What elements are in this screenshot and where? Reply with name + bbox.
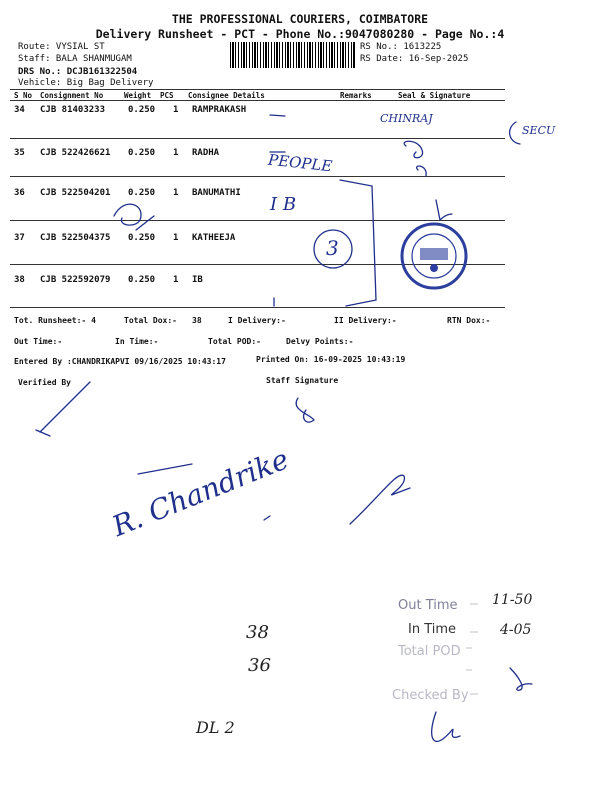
table-row-consignee: BANUMATHI xyxy=(192,188,241,198)
staff-signature-scribble xyxy=(296,398,314,422)
ink-stroke xyxy=(138,464,192,474)
staff: Staff: BALA SHANMUGAM xyxy=(18,54,132,64)
stamp-out-time: Out Time xyxy=(398,598,458,613)
signature-scribble xyxy=(432,712,460,741)
table-row-cn: CJB 522504201 xyxy=(40,188,111,198)
initial-scribble xyxy=(136,216,154,230)
table-row-weight: 0.250 xyxy=(128,105,156,115)
col-sno: S No xyxy=(14,91,33,100)
ink-dot xyxy=(264,516,270,520)
tot-runsheet: Tot. Runsheet:- 4 xyxy=(14,316,96,325)
drs-number: DRS No.: DCJB161322504 xyxy=(18,67,138,77)
rs-date: RS Date: 16-Sep-2025 xyxy=(360,54,469,64)
table-row-consignee: RADHA xyxy=(192,148,220,158)
signature-scribble xyxy=(436,200,452,220)
ii-delivery: II Delivery:- xyxy=(334,316,397,325)
col-seal-signature: Seal & Signature xyxy=(398,91,471,100)
handwritten-secu: SECU xyxy=(522,124,556,137)
signature-scribble xyxy=(417,166,427,176)
handwritten-out-time: 11-50 xyxy=(492,592,533,608)
table-row-sno: 36 xyxy=(14,188,25,198)
out-time: Out Time:- xyxy=(14,337,63,346)
verified-by: Verified By xyxy=(18,378,71,387)
col-weight: Weight xyxy=(124,91,152,100)
total-dox-value: 38 xyxy=(192,316,202,325)
total-dox: Total Dox:- xyxy=(124,316,177,325)
table-row-weight: 0.250 xyxy=(128,188,156,198)
col-remarks: Remarks xyxy=(340,91,372,100)
company-title: THE PROFESSIONAL COURIERS, COIMBATORE xyxy=(171,12,429,26)
col-pcs: PCS xyxy=(160,91,174,100)
staff-signature-label: Staff Signature xyxy=(266,376,339,385)
delvy-points: Delvy Points:- xyxy=(286,337,354,346)
circle-mark xyxy=(314,230,352,268)
handwritten-dl: DL 2 xyxy=(196,718,235,737)
printed-on: Printed On: 16-09-2025 10:43:19 xyxy=(256,355,406,364)
handwritten-signature-name: R. Chandrike xyxy=(107,442,294,543)
i-delivery: I Delivery:- xyxy=(228,316,286,325)
bracket-mark xyxy=(340,180,376,306)
handwritten-ib: I B xyxy=(270,194,297,215)
table-row-sno: 35 xyxy=(14,148,25,158)
entered-by: Entered By :CHANDRIKAPVI 09/16/2025 10:43:17 xyxy=(14,357,226,366)
verify-tick xyxy=(40,382,90,432)
table-row-cn: CJB 81403233 xyxy=(40,105,106,115)
in-time: In Time:- xyxy=(115,337,159,346)
rtn-dox: RTN Dox:- xyxy=(447,316,491,325)
runsheet-subtitle: Delivery Runsheet - PCT - Phone No.:9047080280 - Page No.:4 xyxy=(95,27,505,41)
faded-stamp-lines xyxy=(466,604,478,694)
handwritten-circled-3: 3 xyxy=(326,236,339,260)
stamp-checked-by: Checked By xyxy=(392,688,469,703)
table-row-pcs: 1 xyxy=(173,105,179,115)
initial-scribble xyxy=(114,204,141,225)
handwritten-chinraj: CHINRAJ xyxy=(380,112,433,125)
col-consignment: Consignment No xyxy=(40,91,104,100)
signature-scribble xyxy=(510,668,532,690)
route: Route: VYSIAL ST xyxy=(18,42,105,52)
handwritten-38: 38 xyxy=(246,622,269,643)
table-row-pcs: 1 xyxy=(173,275,179,285)
stamp-in-time: In Time xyxy=(408,622,457,637)
col-consignee: Consignee Details xyxy=(188,91,265,100)
verify-tick xyxy=(36,430,50,436)
table-row-sno: 34 xyxy=(14,105,25,115)
table-row-consignee: IB xyxy=(192,275,203,285)
table-row-sno: 38 xyxy=(14,275,25,285)
table-row-cn: CJB 522426621 xyxy=(40,148,111,158)
table-row-weight: 0.250 xyxy=(128,148,156,158)
table-row-pcs: 1 xyxy=(173,148,179,158)
handwritten-36: 36 xyxy=(248,655,271,676)
rs-number: RS No.: 1613225 xyxy=(360,42,442,52)
handwritten-in-time: 4-05 xyxy=(500,622,532,638)
vehicle: Vehicle: Big Bag Delivery xyxy=(18,78,154,88)
table-row-cn: CJB 522592079 xyxy=(40,275,111,285)
signature-scribble xyxy=(350,475,410,524)
handwritten-people: PEOPLE xyxy=(267,150,334,176)
total-pod: Total POD:- xyxy=(208,337,261,346)
seal-icon xyxy=(402,224,466,288)
dash-mark xyxy=(270,115,285,116)
table-row-consignee: RAMPRAKASH xyxy=(192,105,247,115)
table-row-weight: 0.250 xyxy=(128,233,156,243)
table-row-consignee: KATHEEJA xyxy=(192,233,236,243)
table-row-weight: 0.250 xyxy=(128,275,156,285)
table-row-cn: CJB 522504375 xyxy=(40,233,111,243)
signature-scribble xyxy=(404,141,422,158)
table-row-sno: 37 xyxy=(14,233,25,243)
stamp-total-pod: Total POD xyxy=(398,644,461,659)
table-row-pcs: 1 xyxy=(173,233,179,243)
table-row-pcs: 1 xyxy=(173,188,179,198)
secu-bracket xyxy=(510,122,520,144)
